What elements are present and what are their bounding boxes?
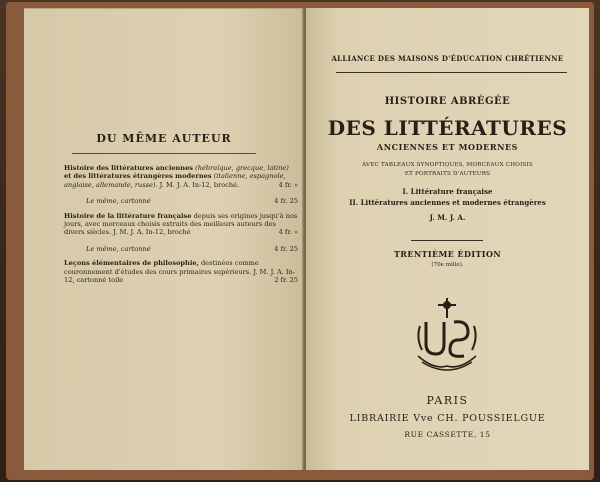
entry-price: 4 fr. » <box>278 228 298 237</box>
variant-price: 4 fr. 25 <box>274 244 298 253</box>
list-item <box>64 212 298 237</box>
entry-price: 4 fr. » <box>278 180 298 189</box>
list-item <box>64 164 298 189</box>
open-book <box>6 2 594 480</box>
title-top: HISTOIRE ABRÉGÉE <box>384 96 511 107</box>
heading-rule <box>72 153 256 154</box>
entry-price: 2 fr. 25 <box>274 276 298 285</box>
entry-langs: (italienne, espagnole, anglaise, allemande, russe). <box>64 172 286 189</box>
title-subtitle: ANCIENNES ET MODERNES <box>376 142 519 152</box>
entry-body: destinées comme couronnement d'études des cours primaires supérieurs. J. M. J. A. In-12, cartonné toile <box>64 259 295 285</box>
list-item <box>64 259 298 284</box>
entry-title: Leçons élémentaires de philosophie, <box>64 259 199 268</box>
title-page <box>306 8 589 470</box>
author-initials: J. M. J. A. <box>429 213 466 222</box>
entry-title-cont: et des littératures étrangères modernes <box>64 172 212 181</box>
list-item <box>64 197 298 205</box>
part-one: I. Littérature française <box>402 187 493 196</box>
left-page-heading: DU MÊME AUTEUR <box>96 132 232 145</box>
edition-rule <box>411 240 483 241</box>
variant-price: 4 fr. 25 <box>274 197 298 206</box>
series-name: ALLIANCE DES MAISONS D'ÉDUCATION CHRÉTIENNE <box>331 54 564 63</box>
works-list <box>64 164 298 284</box>
address: RUE CASSETTE, 15 <box>404 430 491 439</box>
entry-tail: J. M. J. A. In-12, broché. <box>159 180 240 189</box>
contents-line: ET PORTRAITS D'AUTEURS <box>404 171 491 177</box>
edition: TRENTIÈME ÉDITION <box>393 249 502 259</box>
entry-title: Histoire des littératures anciennes <box>64 164 194 172</box>
list-item <box>64 245 298 253</box>
entry-title: Histoire de la littérature française <box>64 211 192 220</box>
variant-label: Le même, cartonné <box>86 197 151 206</box>
entry-langs: (hébraïque, grecque, latine) <box>195 164 289 172</box>
entry-body: depuis ses origines jusqu'à nos jours, avec morceaux choisis extraits des meilleurs auteurs des divers siècles. J. M. J. A. In-12, broché <box>64 211 298 237</box>
part-two: II. Littératures anciennes et modernes étrangères <box>349 198 546 207</box>
thousand-count: (70e mille). <box>431 262 464 268</box>
left-page <box>24 8 304 470</box>
city: PARIS <box>426 394 469 407</box>
top-rule <box>336 72 567 73</box>
publisher-emblem-icon <box>414 296 480 378</box>
main-title: DES LITTÉRATURES <box>327 116 568 140</box>
variant-label: Le même, cartonné <box>86 244 151 253</box>
publisher: LIBRAIRIE Vve CH. POUSSIELGUE <box>349 413 546 424</box>
contents-line: AVEC TABLEAUX SYNOPTIQUES, MORCEAUX CHOISIS <box>362 162 533 168</box>
